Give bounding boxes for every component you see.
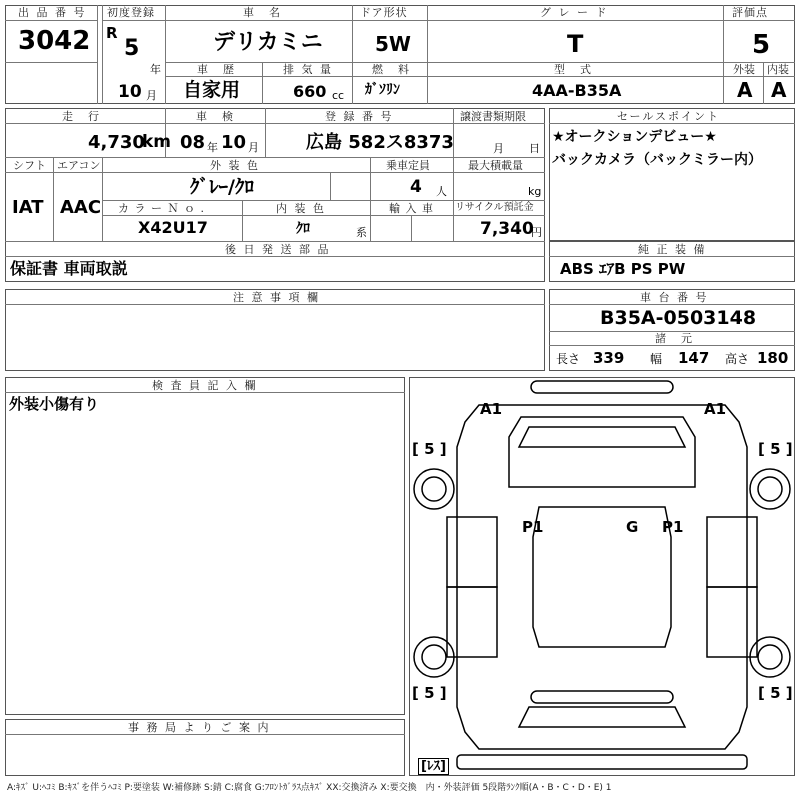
inspection-year: 08: [180, 132, 206, 153]
color-no-label: カ ラ ー Ｎ ｏ .: [118, 202, 205, 215]
recycle-label: リサイクル預託金: [455, 202, 534, 213]
lot-label: 出 品 番 号: [18, 6, 87, 19]
score-label: 評価点: [732, 6, 768, 19]
recycle-unit: 円: [531, 226, 542, 239]
tire-front-right-rim: [758, 477, 782, 501]
mileage-label: 走 行: [62, 110, 101, 123]
right-door-front-shape: [707, 517, 757, 587]
tire-rear-right-grade: [ 5 ]: [758, 684, 793, 702]
car-name: デリカミニ: [213, 30, 323, 55]
mark-g: G: [626, 518, 639, 536]
spare-bumper-shape: [457, 755, 747, 769]
equipment-label: 純 正 装 備: [638, 243, 707, 256]
score-value: 5: [752, 30, 771, 60]
sales-point-line1: ★オークションデビュー★: [552, 129, 717, 145]
capacity-unit: 人: [436, 185, 447, 198]
shift-value: IAT: [12, 197, 44, 218]
transfer-day: 日: [529, 142, 540, 155]
caution-label: 注 意 事 項 欄: [233, 291, 320, 304]
chassis-value: B35A-0503148: [600, 307, 757, 329]
width-value: 147: [678, 349, 710, 367]
inspector-note: 外装小傷有り: [9, 395, 100, 413]
recycle-value: 7,340: [480, 219, 534, 239]
tire-front-left-shape: [414, 469, 454, 509]
front-bumper-shape: [531, 381, 673, 393]
fuel-value: ｶﾞｿﾘﾝ: [365, 82, 400, 98]
import-label: 輸 入 車: [389, 202, 434, 215]
specs-label: 諸 元: [655, 332, 694, 345]
load-unit: kg: [528, 185, 542, 198]
inspection-year-unit: 年: [207, 141, 218, 154]
sales-point-box: [549, 108, 795, 241]
left-door-rear-shape: [447, 587, 497, 657]
inspector-label: 検 査 員 記 入 欄: [152, 379, 258, 392]
color-value: ｸﾞﾚｰ/ｸﾛ: [190, 176, 254, 198]
lot-number: 3042: [18, 26, 91, 56]
sales-point-line2: バックカメラ（バックミラー内）: [552, 152, 762, 168]
spare-tire-mark: [ﾚｽ]: [418, 758, 449, 775]
office-label: 事 務 局 よ り ご 案 内: [128, 721, 271, 734]
registration-number: 広島 582ス8373: [306, 132, 454, 153]
windshield-shape: [519, 427, 685, 447]
door-label: ドア形状: [360, 6, 408, 19]
length-value: 339: [593, 349, 625, 367]
tire-front-left-rim: [422, 477, 446, 501]
rear-window-shape: [519, 707, 685, 727]
car-name-label: 車 名: [243, 6, 282, 19]
mark-a1-left: A1: [480, 400, 503, 418]
interior-unit: 系: [356, 226, 367, 239]
mileage-unit: km: [142, 132, 172, 152]
grade-label: グ レ ー ド: [540, 6, 609, 19]
left-door-front-shape: [447, 517, 497, 587]
mark-a1-right: A1: [704, 400, 727, 418]
first-reg-year: 5: [124, 36, 140, 61]
displacement-label: 排 気 量: [283, 63, 333, 76]
capacity-label: 乗車定員: [386, 159, 430, 172]
tire-rear-left-rim: [422, 645, 446, 669]
grade-value: T: [567, 30, 584, 58]
equipment-value: ABS ｴｱB PS PW: [560, 260, 686, 278]
tire-front-right-grade: [ 5 ]: [758, 440, 793, 458]
displacement-unit: cc: [332, 89, 345, 102]
transfer-month: 月: [493, 142, 504, 155]
first-reg-month: 10: [118, 82, 142, 102]
first-reg-label: 初度登録: [107, 6, 155, 19]
color-no-value: X42U17: [138, 218, 208, 237]
right-door-rear-shape: [707, 587, 757, 657]
width-label: 幅: [650, 352, 663, 366]
history-value: 自家用: [183, 79, 241, 101]
legend-text: A:ｷｽﾞ U:ﾍｺﾐ B:ｷｽﾞを伴うﾍｺﾐ P:要塗装 W:補修跡 S:錆 C:腐食 G:ﾌﾛﾝﾄｶﾞﾗｽ点ｷｽﾞ XX:交換済み X:要交換 内・外装評価 5段階ﾗﾝｸ順(A・B・C・D・E) 1: [7, 783, 612, 793]
interior-label: 内 装 色: [276, 202, 326, 215]
tire-rear-left-grade: [ 5 ]: [412, 684, 447, 702]
chassis-label: 車 台 番 号: [640, 291, 709, 304]
fuel-label: 燃 料: [372, 63, 411, 76]
length-label: 長さ: [556, 352, 581, 366]
displacement-value: 660: [293, 82, 327, 101]
height-value: 180: [757, 349, 789, 367]
registration-label: 登 録 番 号: [325, 110, 394, 123]
mark-p1-left: P1: [522, 518, 544, 536]
later-parts-value: 保証書 車両取説: [10, 259, 128, 278]
inspection-month-unit: 月: [248, 141, 259, 154]
year-unit: 年: [150, 63, 161, 76]
interior-value: ｸﾛ: [296, 221, 310, 237]
ext-label: 外装: [733, 63, 755, 76]
car-diagram: [409, 377, 795, 776]
body-outline-shape: [457, 405, 747, 749]
mileage-value: 4,730: [88, 132, 145, 153]
inspection-label: 車 検: [196, 110, 235, 123]
tire-rear-right-rim: [758, 645, 782, 669]
model-value: 4AA-B35A: [532, 81, 622, 100]
shift-label: シフト: [13, 159, 46, 172]
ac-value: AAC: [60, 197, 102, 218]
ext-grade: A: [737, 78, 753, 102]
mark-p1-right: P1: [662, 518, 684, 536]
roof-shape: [533, 507, 671, 647]
tire-front-right-shape: [750, 469, 790, 509]
era-mark: R: [106, 24, 118, 42]
history-label: 車 歴: [197, 63, 236, 76]
capacity-value: 4: [410, 177, 422, 197]
model-label: 型 式: [554, 63, 593, 76]
height-label: 高さ: [725, 352, 750, 366]
int-grade: A: [771, 78, 787, 102]
tire-front-left-grade: [ 5 ]: [412, 440, 447, 458]
color-label: 外 装 色: [210, 159, 260, 172]
rear-bumper-shape: [531, 691, 673, 703]
inspection-month: 10: [221, 132, 247, 153]
transfer-label: 譲渡書類期限: [460, 110, 526, 123]
sales-point-label: セールスポイント: [617, 110, 721, 123]
month-unit: 月: [146, 89, 157, 102]
ac-label: エアコン: [57, 159, 101, 172]
door-type: 5W: [375, 32, 411, 56]
inspector-box: [5, 377, 405, 715]
load-label: 最大積載量: [468, 159, 523, 172]
int-label: 内装: [767, 63, 789, 76]
later-parts-label: 後 日 発 送 部 品: [225, 243, 331, 256]
